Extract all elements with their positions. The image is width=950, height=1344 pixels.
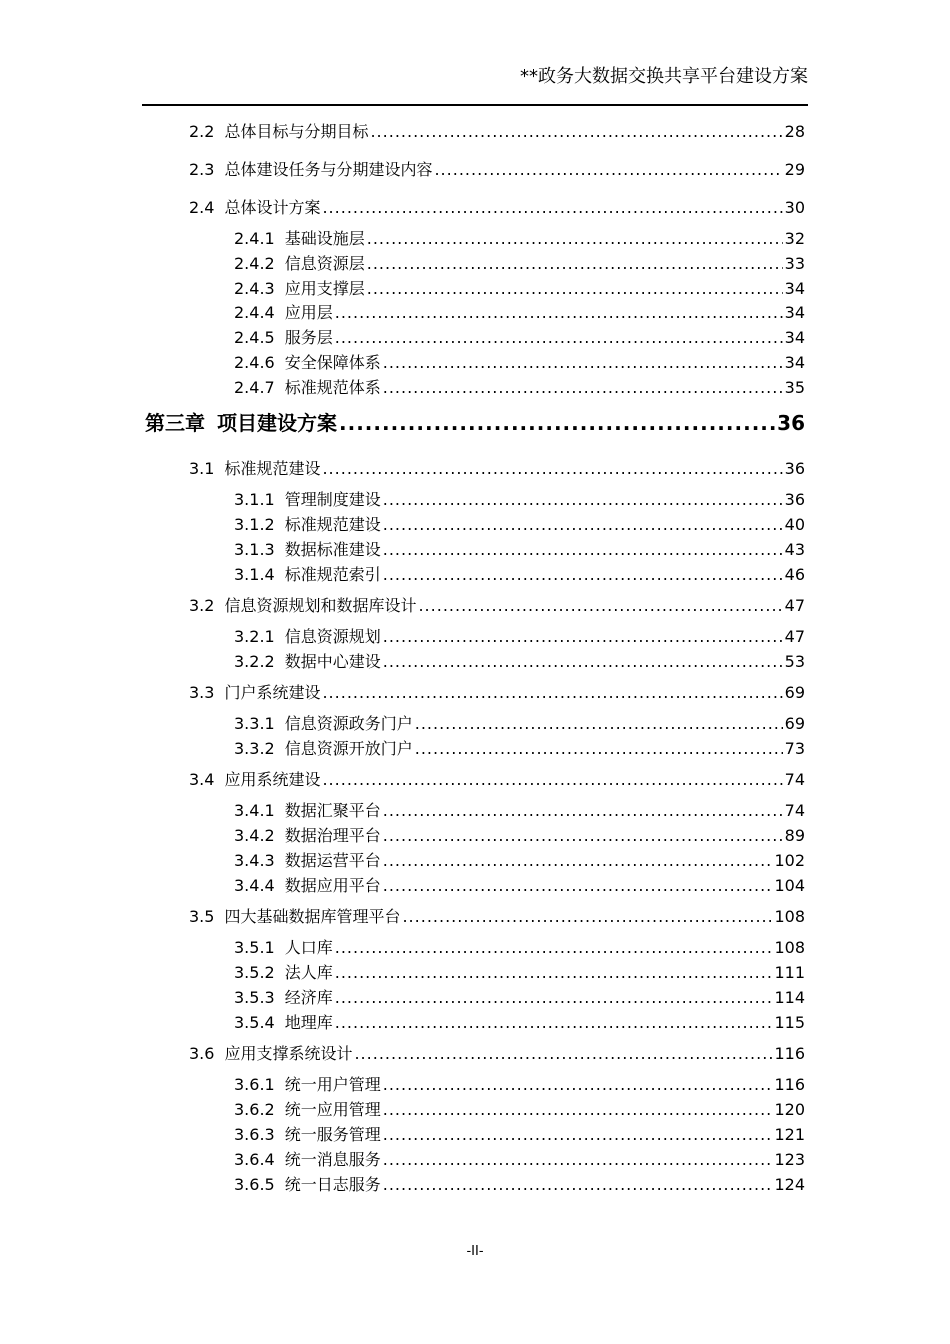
toc-dot-leader [383,1124,773,1146]
toc-entry-number: 2.4.3 [234,279,275,298]
toc-entry-title: 总体设计方案 [224,198,321,217]
toc-dot-leader [383,1099,773,1121]
toc-dot-leader [383,800,783,822]
toc-dot-leader [383,377,783,399]
toc-entry[interactable] [234,738,805,760]
toc-dot-leader [383,514,783,536]
toc-entry-title: 统一消息服务 [284,1150,381,1169]
toc-entry[interactable] [234,962,805,984]
toc-entry-number: 2.4.1 [234,229,275,248]
toc-dot-leader [354,1043,772,1065]
toc-entry[interactable] [234,539,805,561]
toc-entry[interactable] [234,278,805,300]
toc-entry-page: 123 [774,1150,805,1169]
toc-dot-leader [383,626,783,648]
toc-dot-leader [339,410,775,436]
toc-entry-number: 3.2.2 [234,652,275,671]
toc-dot-leader [335,1012,773,1034]
toc-entry-number: 2.3 [189,160,215,179]
toc-entry-page: 43 [784,540,805,559]
toc-entry-title: 基础设施层 [284,229,365,248]
toc-entry-number: 3.3.2 [234,739,275,758]
toc-entry-number: 3.5.2 [234,963,275,982]
toc-entry-number: 3.4.3 [234,851,275,870]
toc-dot-leader [383,564,783,586]
toc-entry-page: 108 [774,938,805,957]
toc-entry-number: 3.6.3 [234,1125,275,1144]
toc-entry[interactable] [234,377,805,399]
toc-entry-title: 数据标准建设 [284,540,381,559]
toc-dot-leader [335,937,773,959]
toc-entry[interactable] [234,713,805,735]
toc-entry-page: 40 [784,515,805,534]
toc-dot-leader [335,987,773,1009]
toc-entry[interactable] [234,228,805,250]
toc-chapter-entry[interactable] [145,410,805,436]
toc-entry-number: 3.6.5 [234,1175,275,1194]
toc-entry-number: 2.2 [189,122,215,141]
toc-entry-title: 标准规范建设 [224,459,321,478]
toc-dot-leader [322,769,782,791]
toc-entry[interactable] [189,769,805,791]
toc-entry-title: 数据运营平台 [284,851,381,870]
toc-entry-number: 第三章 [145,411,205,435]
toc-entry-title: 服务层 [284,328,333,347]
toc-entry-page: 120 [774,1100,805,1119]
toc-entry[interactable] [234,1012,805,1034]
toc-entry-title: 信息资源层 [284,254,365,273]
toc-entry-title: 应用层 [284,303,333,322]
toc-entry-number: 2.4.5 [234,328,275,347]
toc-dot-leader [322,682,782,704]
toc-entry-title: 门户系统建设 [224,683,321,702]
toc-dot-leader [383,352,783,374]
toc-entry[interactable] [234,514,805,536]
toc-entry-page: 36 [784,459,805,478]
toc-entry-title: 统一用户管理 [284,1075,381,1094]
toc-entry-number: 3.6.4 [234,1150,275,1169]
toc-entry-number: 3.4.4 [234,876,275,895]
toc-entry-number: 3.5.3 [234,988,275,1007]
toc-dot-leader [383,850,773,872]
toc-entry-page: 69 [784,714,805,733]
toc-entry-number: 3.1.3 [234,540,275,559]
toc-entry[interactable] [234,937,805,959]
toc-entry[interactable] [234,253,805,275]
toc-entry-title: 数据应用平台 [284,876,381,895]
toc-dot-leader [383,1149,773,1171]
header-divider [142,104,808,106]
toc-entry-number: 3.4.2 [234,826,275,845]
toc-entry-page: 102 [774,851,805,870]
toc-entry-page: 124 [774,1175,805,1194]
toc-entry-number: 2.4.2 [234,254,275,273]
toc-entry[interactable] [234,352,805,374]
toc-entry-number: 3.5.1 [234,938,275,957]
toc-entry-number: 3.2.1 [234,627,275,646]
toc-dot-leader [370,121,782,143]
toc-entry[interactable] [189,906,805,928]
toc-entry-page: 116 [774,1075,805,1094]
toc-dot-leader [335,962,773,984]
toc-entry-page: 111 [774,963,805,982]
toc-entry-title: 信息资源规划 [284,627,381,646]
toc-entry-page: 74 [784,770,805,789]
toc-entry-title: 地理库 [284,1013,333,1032]
toc-entry[interactable] [189,1043,805,1065]
toc-entry[interactable] [189,197,805,219]
page-number: -II- [466,1244,484,1259]
toc-entry[interactable] [234,489,805,511]
toc-entry-title: 统一应用管理 [284,1100,381,1119]
toc-entry-title: 标准规范索引 [284,565,381,584]
toc-entry-page: 29 [784,160,805,179]
toc-entry[interactable] [234,825,805,847]
toc-dot-leader [415,713,783,735]
toc-dot-leader [335,327,783,349]
toc-dot-leader [367,278,783,300]
toc-entry-title: 经济库 [284,988,333,1007]
toc-entry-number: 3.1.2 [234,515,275,534]
toc-entry-number: 3.4 [189,770,215,789]
toc-entry-number: 3.5.4 [234,1013,275,1032]
toc-entry-number: 3.1.1 [234,490,275,509]
toc-entry-title: 人口库 [284,938,333,957]
toc-entry-page: 116 [774,1044,805,1063]
toc-entry-page: 34 [784,303,805,322]
toc-dot-leader [383,875,773,897]
toc-entry-page: 47 [784,596,805,615]
toc-entry-title: 数据治理平台 [284,826,381,845]
toc-entry-page: 121 [774,1125,805,1144]
toc-entry-title: 应用支撑层 [284,279,365,298]
toc-entry-number: 3.6.1 [234,1075,275,1094]
toc-entry-page: 32 [784,229,805,248]
toc-dot-leader [418,595,782,617]
toc-entry-number: 3.1 [189,459,215,478]
toc-dot-leader [383,1074,773,1096]
toc-dot-leader [335,302,783,324]
toc-entry-page: 114 [774,988,805,1007]
toc-entry[interactable] [234,1074,805,1096]
toc-entry-title: 标准规范建设 [284,515,381,534]
toc-dot-leader [415,738,783,760]
toc-entry-page: 34 [784,353,805,372]
toc-entry-page: 47 [784,627,805,646]
toc-entry-number: 2.4.4 [234,303,275,322]
toc-entry-title: 信息资源政务门户 [284,714,413,733]
toc-entry-page: 35 [784,378,805,397]
toc-entry-page: 28 [784,122,805,141]
toc-entry-number: 3.6 [189,1044,215,1063]
toc-dot-leader [367,228,783,250]
toc-entry-title: 信息资源开放门户 [284,739,413,758]
toc-entry-number: 3.5 [189,907,215,926]
toc-entry[interactable] [234,651,805,673]
toc-entry-number: 2.4.7 [234,378,275,397]
toc-entry-title: 安全保障体系 [284,353,381,372]
toc-entry[interactable] [234,626,805,648]
toc-dot-leader [383,651,783,673]
toc-entry[interactable] [234,800,805,822]
toc-entry[interactable] [189,159,805,181]
toc-entry-title: 应用支撑系统设计 [224,1044,353,1063]
toc-entry-page: 69 [784,683,805,702]
toc-entry-page: 33 [784,254,805,273]
toc-entry[interactable] [234,302,805,324]
toc-dot-leader [383,825,783,847]
toc-entry-page: 115 [774,1013,805,1032]
toc-entry-number: 3.3 [189,683,215,702]
toc-entry-page: 74 [784,801,805,820]
toc-entry[interactable] [234,327,805,349]
toc-dot-leader [383,539,783,561]
toc-entry-number: 3.6.2 [234,1100,275,1119]
toc-entry-number: 3.1.4 [234,565,275,584]
toc-entry-number: 2.4.6 [234,353,275,372]
toc-entry-number: 2.4 [189,198,215,217]
toc-dot-leader [383,489,783,511]
toc-dot-leader [322,458,782,480]
toc-entry-title: 数据中心建设 [284,652,381,671]
toc-entry-page: 36 [784,490,805,509]
toc-entry-number: 3.3.1 [234,714,275,733]
toc-entry[interactable] [234,1124,805,1146]
toc-entry[interactable] [189,682,805,704]
toc-entry[interactable] [234,1174,805,1196]
toc-dot-leader [402,906,772,928]
toc-entry-page: 53 [784,652,805,671]
toc-entry-title: 项目建设方案 [217,411,337,435]
toc-entry-title: 标准规范体系 [284,378,381,397]
toc-entry-page: 108 [774,907,805,926]
toc-entry-page: 89 [784,826,805,845]
toc-entry-page: 30 [784,198,805,217]
toc-entry-title: 四大基础数据库管理平台 [224,907,401,926]
toc-entry[interactable] [234,1099,805,1121]
toc-entry-page: 46 [784,565,805,584]
toc-entry-number: 3.4.1 [234,801,275,820]
toc-entry-page: 34 [784,328,805,347]
toc-entry[interactable] [189,121,805,143]
toc-entry[interactable] [234,850,805,872]
toc-entry-page: 34 [784,279,805,298]
toc-entry-title: 应用系统建设 [224,770,321,789]
toc-dot-leader [434,159,782,181]
toc-entry-title: 统一服务管理 [284,1125,381,1144]
toc-entry[interactable] [189,595,805,617]
toc-entry-page: 104 [774,876,805,895]
toc-entry-title: 统一日志服务 [284,1175,381,1194]
toc-entry-page: 36 [777,411,805,435]
toc-entry-title: 管理制度建设 [284,490,381,509]
toc-entry-title: 信息资源规划和数据库设计 [224,596,417,615]
toc-entry-number: 3.2 [189,596,215,615]
toc-entry-page: 73 [784,739,805,758]
toc-dot-leader [322,197,782,219]
toc-entry-title: 总体目标与分期目标 [224,122,369,141]
toc-entry[interactable] [234,564,805,586]
toc-entry[interactable] [189,458,805,480]
toc-entry-title: 总体建设任务与分期建设内容 [224,160,433,179]
toc-entry-title: 数据汇聚平台 [284,801,381,820]
toc-dot-leader [367,253,783,275]
document-title: **政务大数据交换共享平台建设方案 [520,66,808,87]
toc-entry[interactable] [234,987,805,1009]
toc-entry[interactable] [234,875,805,897]
toc-entry[interactable] [234,1149,805,1171]
toc-entry-title: 法人库 [284,963,333,982]
toc-dot-leader [383,1174,773,1196]
